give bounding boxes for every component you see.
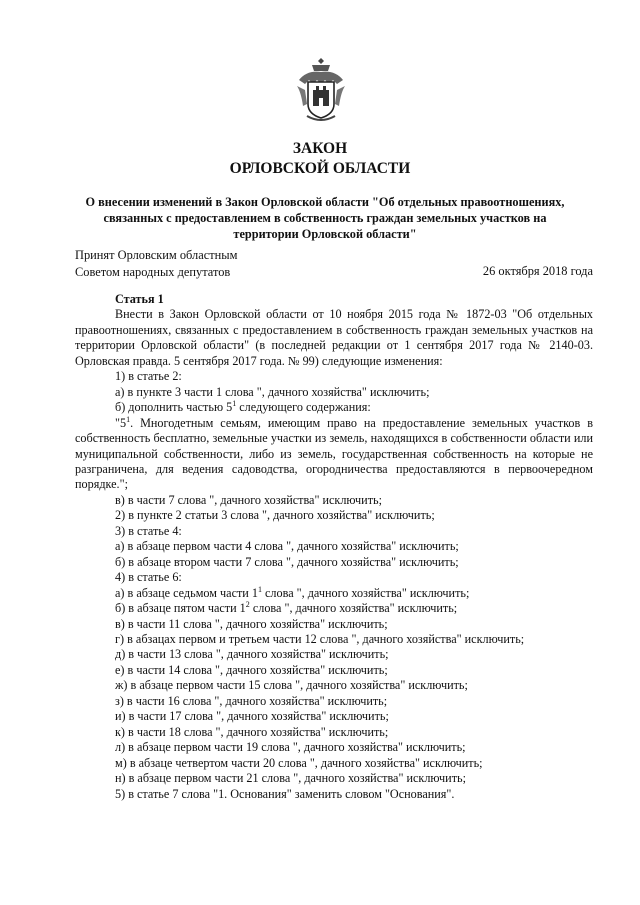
amendment-item: к) в части 18 слова ", дачного хозяйства" исключить; (115, 724, 389, 739)
amendment-item: б) дополнить частью $5^1$ следующего содержания: (115, 399, 371, 415)
amendment-item: а) в абзаце первом части 4 слова ", дачного хозяйства" исключить; (115, 539, 459, 554)
region-title: ОРЛОВСКОЙ ОБЛАСТИ (229, 160, 411, 177)
amendment-item: 1) в статье 2: (115, 369, 182, 384)
amendment-item: а) в пункте 3 части 1 слова ", дачного хозяйства" исключить; (115, 384, 430, 399)
law-subtitle: О внесении изменений в Закон Орловской области "Об отдельных правоотношениях, связанных с предоставлением в собственность граждан земельных участков на территории Орловской области" (85, 195, 565, 241)
amendment-item: з) в части 16 слова ", дачного хозяйства" исключить; (115, 693, 388, 708)
amendment-item: 5) в статье 7 слова "1. Основания" заменить словом "Основания". (115, 786, 455, 801)
amendment-item: ж) в абзаце первом части 15 слова ", дачного хозяйства" исключить; (115, 678, 468, 693)
amendment-item: м) в абзаце четвертом части 20 слова ", дачного хозяйства" исключить; (115, 755, 483, 770)
amendment-item: в) в части 7 слова ", дачного хозяйства" исключить; (115, 492, 382, 507)
amendment-item: е) в части 14 слова ", дачного хозяйства" исключить; (115, 662, 388, 677)
amendment-item: 2) в пункте 2 статьи 3 слова ", дачного хозяйства" исключить; (115, 508, 435, 523)
article-intro: Внести в Закон Орловской области от 10 ноября 2015 года № 1872-03 "Об отдельных правоотношениях, связанных с предоставлением в собственность граждан земельных участков на территории Орловской области" (в последней редакции от 1 сентября 2017 года № 2140-03. Орловская правда. 5 сентября 2017 года. № 99) следующие изменения: (75, 307, 593, 368)
orel-oblast-coat-of-arms-icon (295, 56, 347, 122)
amendment-item: б) в абзаце пятом части $1^2$ слова ", дачного хозяйства" исключить; (115, 600, 458, 616)
adoption-block (75, 247, 237, 281)
amendment-item: 4) в статье 6: (115, 570, 182, 585)
amendment-item: в) в части 11 слова ", дачного хозяйства" исключить; (115, 616, 388, 631)
new-part-quote: "$5^1$. Многодетным семьям, имеющим право на предоставление земельных участков в собственность бесплатно, земельные участки из земель, находящихся в собственности области или муниципальной собственности, либо из земель, государственная собственность на которые не разграничена, для ведения садоводства, огородничества предоставляются в первоочередном порядке."; (75, 414, 593, 492)
adopted-line-2: Советом народных депутатов (75, 265, 231, 279)
article-heading: Статья 1 (115, 292, 164, 306)
amendment-item: б) в абзаце втором части 7 слова ", дачного хозяйства" исключить; (115, 554, 459, 569)
amendment-item: н) в абзаце первом части 21 слова ", дачного хозяйства" исключить; (115, 771, 466, 786)
amendment-item: л) в абзаце первом части 19 слова ", дачного хозяйства" исключить; (115, 740, 466, 755)
amendment-item: д) в части 13 слова ", дачного хозяйства" исключить; (115, 647, 389, 662)
adopted-line-1: Принят Орловским областным (75, 248, 238, 262)
adoption-date: 26 октября 2018 года (482, 264, 593, 278)
law-body (75, 292, 593, 802)
law-title: ЗАКОН (292, 140, 348, 157)
amendment-item: и) в части 17 слова ", дачного хозяйства" исключить; (115, 709, 389, 724)
amendment-item: 3) в статье 4: (115, 523, 182, 538)
amendment-item: а) в абзаце седьмом части $1^1$ слова ", дачного хозяйства" исключить; (115, 584, 470, 600)
amendment-item: г) в абзацах первом и третьем части 12 слова ", дачного хозяйства" исключить; (115, 631, 525, 646)
